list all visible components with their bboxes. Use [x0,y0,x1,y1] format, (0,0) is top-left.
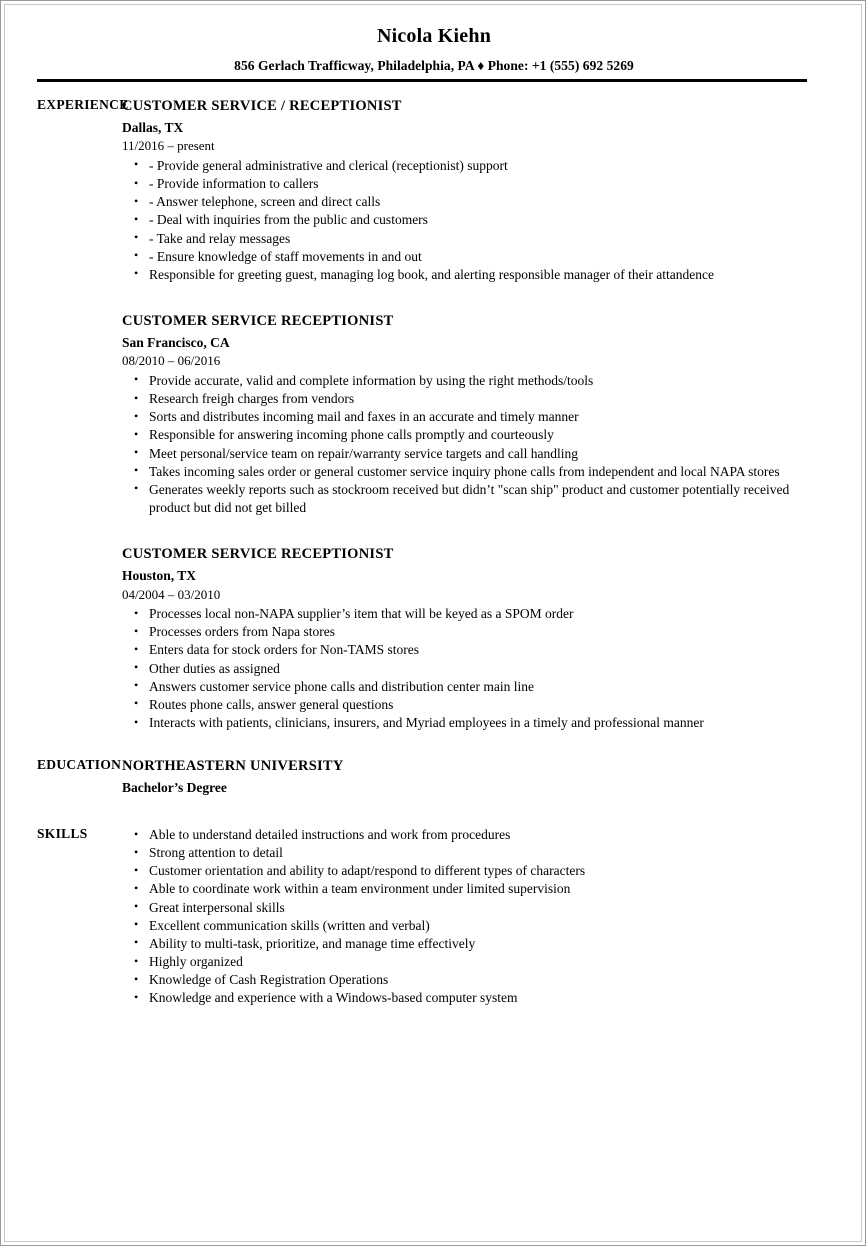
job-responsibility-item: • Responsible for greeting guest, managing log book, and alerting responsible manager of their attandence [122,266,817,284]
section-label-education: EDUCATION [37,757,122,773]
job-entry [122,544,817,732]
job-dates: 04/2004 – 03/2010 [122,586,221,602]
skill-item: • Customer orientation and ability to adapt/respond to different types of characters [122,862,817,880]
resume-content [1,1,866,1008]
job-responsibility-item: • Interacts with patients, clinicians, insurers, and Myriad employees in a timely and professional manner [122,714,817,732]
job-entry [122,96,817,284]
job-responsibility-item: • Routes phone calls, answer general questions [122,696,817,714]
job-responsibility-item: • Processes orders from Napa stores [122,623,817,641]
section-label-experience: EXPERIENCE [37,97,129,112]
skill-item: • Highly organized [122,953,817,971]
education-section [1,756,866,798]
job-responsibility-item: • - Ensure knowledge of staff movements in and out [122,248,817,266]
skill-item: • Able to coordinate work within a team environment under limited supervision [122,880,817,898]
job-responsibility-item: • Provide accurate, valid and complete information by using the right methods/tools [122,372,817,390]
job-responsibility-item: • - Answer telephone, screen and direct calls [122,193,817,211]
job-responsibility-item: • - Provide information to callers [122,175,817,193]
job-responsibility-list [122,157,817,284]
resume-header [1,1,866,74]
job-responsibility-item: • - Provide general administrative and clerical (receptionist) support [122,157,817,175]
job-responsibility-list [122,605,817,732]
skill-item: • Excellent communication skills (written and verbal) [122,917,817,935]
skills-body [122,825,866,1008]
contact-info-line: 856 Gerlach Trafficway, Philadelphia, PA ♦ Phone: +1 (555) 692 5269 [234,58,634,73]
skills-list [122,826,817,1008]
job-responsibility-item: • Responsible for answering incoming phone calls promptly and courteously [122,426,817,444]
education-body [122,756,866,798]
experience-body [122,96,866,732]
job-responsibility-item: • Processes local non-NAPA supplier’s item that will be keyed as a SPOM order [122,605,817,623]
job-responsibility-item: • - Take and relay messages [122,230,817,248]
job-responsibility-item: • Sorts and distributes incoming mail and faxes in an accurate and timely manner [122,408,817,426]
skill-item: • Great interpersonal skills [122,899,817,917]
job-responsibility-item: • Generates weekly reports such as stockroom received but didn’t "scan ship" product and customer potentially received product but did not get billed [122,481,817,517]
job-responsibility-item: • Enters data for stock orders for Non-TAMS stores [122,641,817,659]
job-responsibility-item: • Takes incoming sales order or general customer service inquiry phone calls from independent and local NAPA stores [122,463,817,481]
job-dates: 08/2010 – 06/2016 [122,353,221,369]
skill-item: • Knowledge and experience with a Windows-based computer system [122,989,817,1007]
job-entry [122,311,817,517]
job-title: CUSTOMER SERVICE / RECEPTIONIST [122,98,402,114]
job-title: CUSTOMER SERVICE RECEPTIONIST [122,313,394,329]
skill-item: • Knowledge of Cash Registration Operations [122,971,817,989]
job-location: Dallas, TX [122,120,184,136]
skill-item: • Ability to multi-task, prioritize, and manage time effectively [122,935,817,953]
section-label-skills: SKILLS [37,826,88,842]
job-location: Houston, TX [122,568,197,584]
job-responsibility-item: • Meet personal/service team on repair/warranty service targets and call handling [122,445,817,463]
skill-item: • Strong attention to detail [122,844,817,862]
job-responsibility-item: • Research freigh charges from vendors [122,390,817,408]
job-location: San Francisco, CA [122,335,230,351]
experience-section [1,96,866,732]
job-responsibility-item: • Answers customer service phone calls and distribution center main line [122,678,817,696]
job-dates: 11/2016 – present [122,138,215,154]
skills-section [1,825,866,1008]
skill-item: • Able to understand detailed instructions and work from procedures [122,826,817,844]
job-responsibility-item: • - Deal with inquiries from the public and customers [122,211,817,229]
job-responsibility-list [122,372,817,517]
education-degree: Bachelor’s Degree [122,780,227,796]
education-school-name: NORTHEASTERN UNIVERSITY [122,758,344,775]
header-divider-rule [37,79,807,82]
job-responsibility-item: • Other duties as assigned [122,660,817,678]
job-title: CUSTOMER SERVICE RECEPTIONIST [122,546,394,563]
candidate-name: Nicola Kiehn [376,25,492,47]
